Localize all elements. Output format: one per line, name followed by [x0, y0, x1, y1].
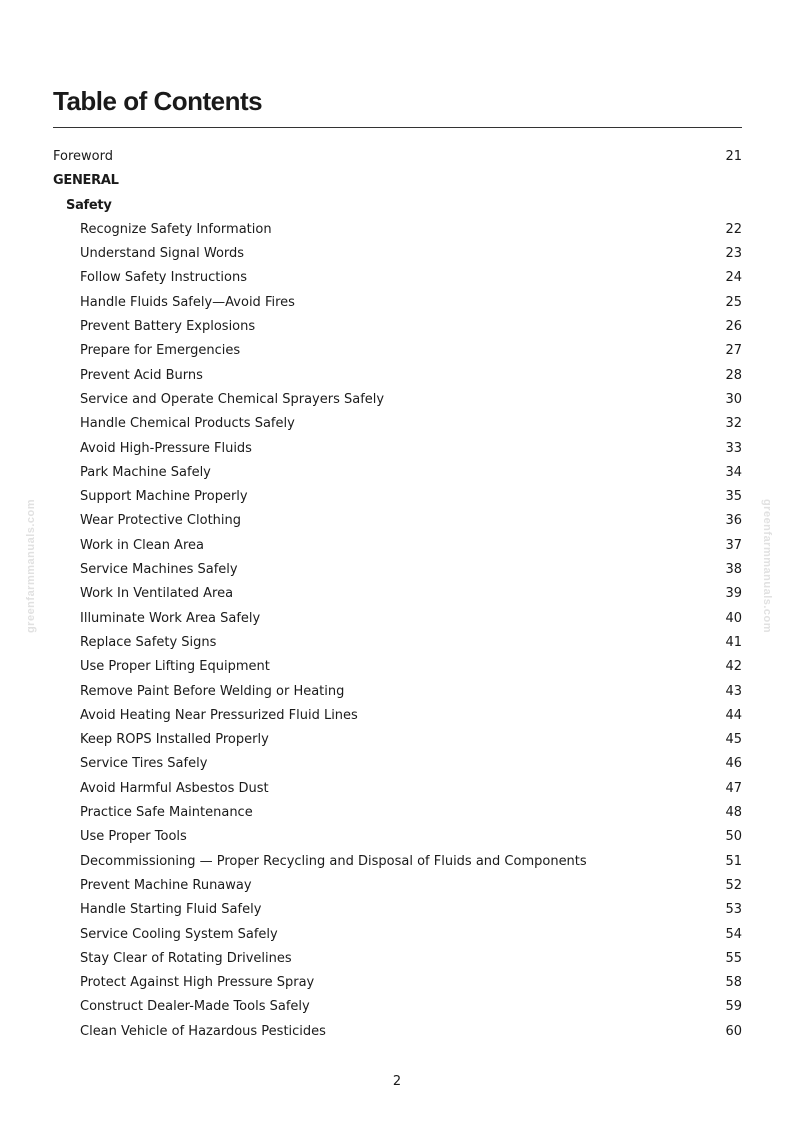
toc-entry-page-number[interactable]: 26	[725, 319, 742, 335]
toc-entry-title[interactable]: Use Proper Lifting Equipment	[80, 659, 270, 675]
toc-entry-page-number[interactable]: 45	[725, 732, 742, 748]
toc-entry-title[interactable]: Illuminate Work Area Safely	[80, 610, 261, 626]
toc-entry-title[interactable]: Follow Safety Instructions	[80, 270, 247, 286]
toc-entry-page-number[interactable]: 44	[725, 707, 742, 723]
toc-entry-page-number[interactable]: 47	[725, 780, 742, 796]
toc-entry-page-number[interactable]: 24	[725, 270, 742, 286]
toc-entry-title[interactable]: Protect Against High Pressure Spray	[80, 975, 315, 991]
toc-list	[53, 145, 742, 1044]
toc-entry[interactable]	[53, 923, 742, 947]
toc-entry-title[interactable]: Handle Chemical Products Safely	[80, 416, 295, 432]
toc-entry[interactable]	[53, 607, 742, 631]
toc-entry-page-number[interactable]: 32	[725, 416, 742, 432]
toc-entry-page-number[interactable]: 41	[725, 634, 742, 650]
toc-entry-page-number[interactable]: 37	[725, 537, 742, 553]
toc-entry[interactable]	[53, 947, 742, 971]
toc-entry-title[interactable]: Use Proper Tools	[80, 829, 187, 845]
toc-entry[interactable]	[53, 388, 742, 412]
toc-entry-title[interactable]: Understand Signal Words	[80, 246, 245, 262]
watermark-right: greenfarmmanuals.com	[761, 498, 773, 634]
toc-entry[interactable]	[53, 485, 742, 509]
toc-entry-page-number[interactable]: 27	[725, 343, 742, 359]
toc-entry-page-number[interactable]: 43	[725, 683, 742, 699]
toc-entry[interactable]	[53, 631, 742, 655]
toc-entry-title[interactable]: Service and Operate Chemical Sprayers Safely	[80, 391, 385, 407]
toc-entry-page-number[interactable]: 40	[725, 610, 742, 626]
toc-entry-page-number[interactable]: 23	[725, 246, 742, 262]
toc-entry-page-number[interactable]: 53	[725, 902, 742, 918]
toc-entry[interactable]	[53, 558, 742, 582]
toc-entry-page-number[interactable]: 46	[725, 756, 742, 772]
toc-entry[interactable]	[53, 266, 742, 290]
toc-entry-title: GENERAL	[53, 173, 119, 189]
toc-entry-title[interactable]: Work In Ventilated Area	[80, 586, 234, 602]
toc-entry-title[interactable]: Prepare for Emergencies	[80, 343, 241, 359]
toc-entry[interactable]	[53, 680, 742, 704]
toc-entry-page-number[interactable]: 39	[725, 586, 742, 602]
toc-entry-title[interactable]: Work in Clean Area	[80, 537, 204, 553]
toc-entry-page-number[interactable]: 33	[725, 440, 742, 456]
toc-entry-title[interactable]: Park Machine Safely	[80, 464, 211, 480]
toc-entry-page-number[interactable]: 28	[725, 367, 742, 383]
toc-entry-title[interactable]: Foreword	[53, 149, 113, 164]
toc-entry[interactable]	[53, 1020, 742, 1044]
toc-entry[interactable]	[53, 461, 742, 485]
toc-entry-page-number[interactable]: 25	[725, 294, 742, 310]
toc-entry[interactable]	[53, 582, 742, 606]
toc-entry-title[interactable]: Prevent Battery Explosions	[80, 319, 256, 335]
toc-entry[interactable]	[53, 655, 742, 679]
toc-entry[interactable]	[53, 509, 742, 533]
toc-entry-title[interactable]: Stay Clear of Rotating Drivelines	[80, 950, 292, 966]
toc-entry-title[interactable]: Prevent Machine Runaway	[80, 877, 252, 893]
toc-entry-page-number[interactable]: 38	[725, 562, 742, 578]
toc-entry-page-number[interactable]: 36	[725, 513, 742, 529]
toc-entry[interactable]	[53, 437, 742, 461]
toc-entry-title[interactable]: Wear Protective Clothing	[80, 513, 242, 529]
toc-entry[interactable]	[53, 315, 742, 339]
toc-entry-title[interactable]: Avoid Harmful Asbestos Dust	[80, 780, 269, 796]
toc-entry-title[interactable]: Replace Safety Signs	[80, 634, 217, 650]
toc-entry[interactable]	[53, 704, 742, 728]
toc-entry-title[interactable]: Service Cooling System Safely	[80, 926, 278, 942]
toc-entry-page-number[interactable]: 58	[725, 975, 742, 991]
toc-section-heading	[53, 169, 742, 193]
toc-entry-title[interactable]: Recognize Safety Information	[80, 221, 272, 237]
toc-entry-page-number[interactable]: 21	[725, 149, 742, 164]
toc-entry-title[interactable]: Support Machine Properly	[80, 489, 248, 505]
toc-entry[interactable]	[53, 412, 742, 436]
toc-entry[interactable]	[53, 850, 742, 874]
toc-entry[interactable]	[53, 752, 742, 776]
toc-entry[interactable]	[53, 995, 742, 1019]
toc-entry-title[interactable]: Handle Starting Fluid Safely	[80, 902, 262, 918]
toc-entry-page-number[interactable]: 34	[725, 464, 742, 480]
toc-entry[interactable]	[53, 145, 742, 169]
toc-entry-title[interactable]: Service Tires Safely	[80, 756, 208, 772]
toc-entry-title[interactable]: Avoid High-Pressure Fluids	[80, 440, 252, 456]
toc-entry-title[interactable]: Handle Fluids Safely—Avoid Fires	[80, 294, 295, 310]
toc-entry[interactable]	[53, 825, 742, 849]
toc-entry-title[interactable]: Service Machines Safely	[80, 562, 238, 578]
toc-entry-page-number[interactable]: 55	[725, 950, 742, 966]
toc-entry[interactable]	[53, 801, 742, 825]
toc-entry-page-number[interactable]: 48	[725, 805, 742, 821]
toc-entry[interactable]	[53, 971, 742, 995]
page-number: 2	[392, 1074, 402, 1089]
toc-entry-page-number[interactable]: 22	[725, 221, 742, 237]
toc-entry-page-number[interactable]: 35	[725, 489, 742, 505]
toc-entry[interactable]	[53, 898, 742, 922]
toc-entry[interactable]	[53, 291, 742, 315]
toc-entry[interactable]	[53, 339, 742, 363]
toc-entry-page-number[interactable]: 50	[725, 829, 742, 845]
toc-entry-page-number[interactable]: 51	[725, 853, 742, 869]
toc-entry[interactable]	[53, 728, 742, 752]
toc-entry-page-number[interactable]: 59	[725, 999, 742, 1015]
toc-entry-title[interactable]: Keep ROPS Installed Properly	[80, 732, 269, 748]
toc-entry-page-number[interactable]: 54	[725, 926, 742, 942]
toc-entry-page-number[interactable]: 42	[725, 659, 742, 675]
toc-entry[interactable]	[53, 874, 742, 898]
toc-entry[interactable]	[53, 364, 742, 388]
watermark-left: greenfarmmanuals.com	[25, 498, 37, 634]
toc-entry-page-number[interactable]: 52	[725, 877, 742, 893]
toc-entry-title[interactable]: Avoid Heating Near Pressurized Fluid Lines	[80, 707, 358, 723]
toc-entry-title: Safety	[66, 197, 112, 213]
toc-entry[interactable]	[53, 242, 742, 266]
toc-entry-title[interactable]: Decommissioning — Proper Recycling and Disposal of Fluids and Components	[80, 853, 587, 869]
toc-entry-title[interactable]: Remove Paint Before Welding or Heating	[80, 683, 345, 699]
title-divider	[53, 127, 742, 128]
toc-entry-title[interactable]: Practice Safe Maintenance	[80, 805, 253, 821]
toc-entry-title[interactable]: Clean Vehicle of Hazardous Pesticides	[80, 1023, 326, 1039]
page-title: Table of Contents	[53, 86, 263, 116]
toc-entry[interactable]	[53, 534, 742, 558]
toc-entry-title[interactable]: Prevent Acid Burns	[80, 367, 203, 383]
toc-section-heading	[53, 194, 742, 218]
toc-entry[interactable]	[53, 777, 742, 801]
toc-entry-page-number[interactable]: 30	[725, 391, 742, 407]
toc-entry-title[interactable]: Construct Dealer-Made Tools Safely	[80, 999, 310, 1015]
toc-entry-page-number[interactable]: 60	[725, 1023, 742, 1039]
toc-entry[interactable]	[53, 218, 742, 242]
